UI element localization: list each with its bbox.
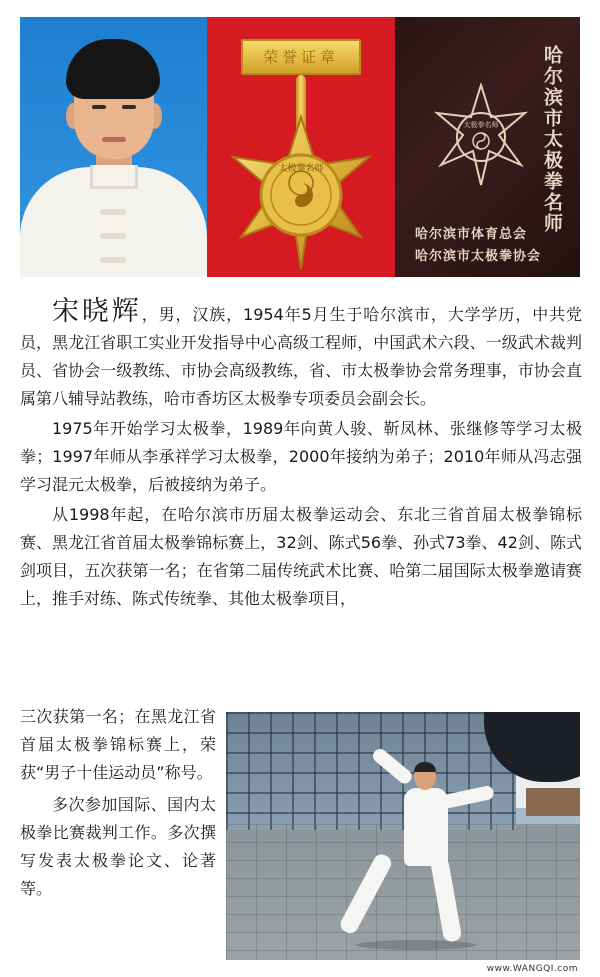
portrait-hair (66, 39, 160, 99)
distant-building (526, 788, 580, 816)
portrait-eye (92, 105, 106, 109)
judging-paragraph: 多次参加国际、国内太极拳比赛裁判工作。多次撰写发表太极拳论文、论著等。 (20, 795, 216, 898)
person-name: 宋晓辉 (52, 296, 142, 327)
portrait-photo (20, 17, 207, 277)
header-photo-strip (20, 17, 580, 277)
portrait-eye (122, 105, 136, 109)
achievements-continued: 三次获第一名；在黑龙江省首届太极拳锦标赛上，荣获“男子十佳运动员”称号。 (20, 707, 216, 782)
plaque-org-2: 哈尔滨市太极拳协会 (415, 249, 542, 264)
wrapped-text-column (20, 703, 216, 903)
glass-grid (226, 712, 516, 830)
medal-photo (207, 17, 395, 277)
medal-ribbon-bar: 荣誉证章 (241, 39, 361, 75)
shirt-button (100, 209, 126, 215)
intro-paragraph (20, 298, 582, 413)
shirt-button (100, 233, 126, 239)
portrait-collar (90, 165, 138, 189)
training-paragraph: 1975年开始学习太极拳，1989年向黄人骏、靳凤林、张继修等学习太极拳；1997年师从李承祥学习太极拳，2000年接纳为弟子；2010年师从冯志强学习混元太极拳，后被接纳为弟子。 (20, 419, 582, 494)
medal-center-text: 太极拳名师 (278, 164, 324, 174)
plaque-title: 哈尔滨市太极拳名师 (541, 45, 563, 234)
figure-shadow (356, 940, 476, 950)
plaque-org-1: 哈尔滨市体育总会 (415, 227, 528, 242)
site-watermark: www.WANGQI.com (486, 964, 578, 974)
tai-chi-action-photo (226, 712, 580, 960)
plaque-star-text: 太极拳名师 (463, 121, 499, 129)
biography-article (20, 298, 582, 613)
plaque-star-icon (429, 83, 533, 187)
medal-star-icon (221, 113, 381, 273)
achievements-paragraph: 从1998年起，在哈尔滨市历届太极拳运动会、东北三省首届太极拳锦标赛、黑龙江省首届太极拳锦标赛上，32剑、陈式56拳、孙式73拳、42剑、陈式剑项目，五次获第一名；在省第二届传统武术比赛、哈第二届国际太极拳邀请赛上，推手对练、陈式传统拳、其他太极拳项目， (20, 505, 582, 608)
shirt-button (100, 257, 126, 263)
plaque-photo (395, 17, 580, 277)
intro-text: ，男，汉族，1954年5月生于哈尔滨市，大学学历，中共党员，黑龙江省职工实业开发指导中心高级工程师，中国武术六段、一级武术裁判员、省协会一级教练、市协会高级教练，省、市太极拳协会常务理事，市协会直属第八辅导站教练，哈市香坊区太极拳专项委员会副会长。 (20, 305, 583, 408)
portrait-mouth (102, 137, 126, 142)
